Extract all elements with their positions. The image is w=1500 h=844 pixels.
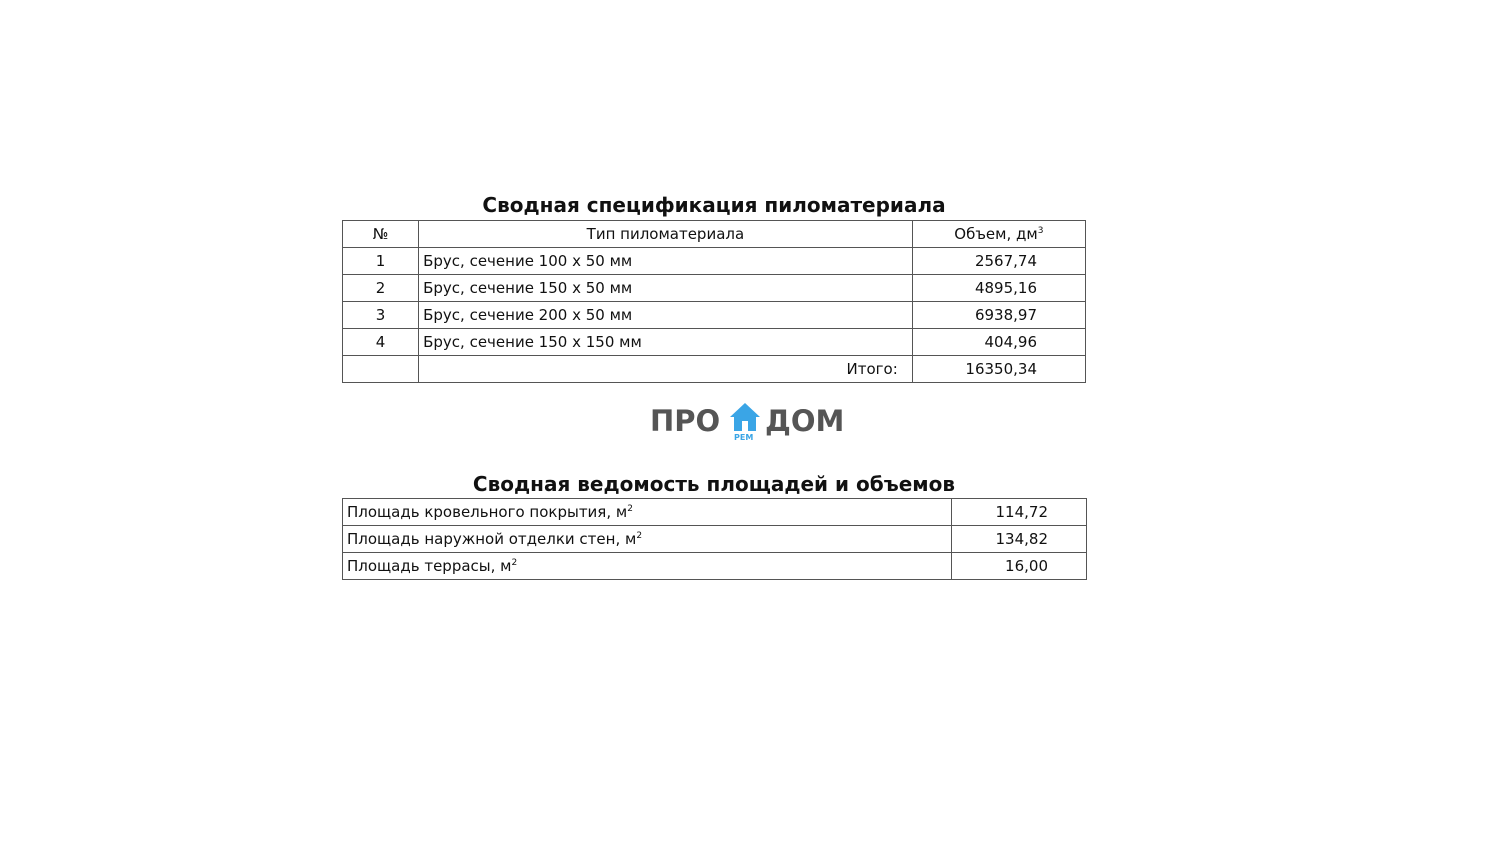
total-empty-cell <box>343 356 419 383</box>
house-icon <box>729 402 761 432</box>
row-type: Брус, сечение 100 х 50 мм <box>419 248 913 275</box>
area-unit-sup: 2 <box>511 558 518 568</box>
area-label-text: Площадь террасы, м <box>347 557 512 575</box>
total-label: Итого: <box>419 356 913 383</box>
header-type: Тип пиломатериала <box>419 221 913 248</box>
area-unit-sup: 2 <box>627 504 633 514</box>
area-label-text: Площадь наружной отделки стен, м <box>347 530 637 548</box>
total-row <box>343 356 1086 383</box>
row-num: 1 <box>343 248 419 275</box>
row-volume: 6938,97 <box>912 302 1085 329</box>
header-volume-unit-sup: 3 <box>1037 226 1044 236</box>
header-volume <box>912 221 1085 248</box>
table-row <box>343 553 1087 580</box>
row-num: 2 <box>343 275 419 302</box>
area-value: 134,82 <box>952 526 1087 553</box>
area-unit-sup: 2 <box>636 531 643 541</box>
table-row <box>343 499 1087 526</box>
area-label <box>343 526 952 553</box>
row-type: Брус, сечение 150 х 150 мм <box>419 329 913 356</box>
areas-title: Сводная ведомость площадей и объемов <box>472 472 956 496</box>
row-volume: 4895,16 <box>912 275 1085 302</box>
area-label <box>343 499 952 526</box>
table-row <box>343 275 1086 302</box>
logo-text-right: ДОМ <box>765 404 845 438</box>
table-row <box>343 302 1086 329</box>
areas-table <box>342 498 1087 580</box>
lumber-spec-table <box>342 220 1086 383</box>
area-label <box>343 553 952 580</box>
row-type: Брус, сечение 200 х 50 мм <box>419 302 913 329</box>
table-header-row <box>343 221 1086 248</box>
spec-title: Сводная спецификация пиломатериала <box>482 193 946 217</box>
row-volume: 404,96 <box>912 329 1085 356</box>
table-row <box>343 526 1087 553</box>
total-value: 16350,34 <box>912 356 1085 383</box>
table-row <box>343 329 1086 356</box>
table-row <box>343 248 1086 275</box>
logo-subtext: РЕМ <box>734 433 754 442</box>
row-type: Брус, сечение 150 х 50 мм <box>419 275 913 302</box>
area-value: 16,00 <box>952 553 1087 580</box>
header-num: № <box>343 221 419 248</box>
area-label-text: Площадь кровельного покрытия, м <box>347 503 628 521</box>
row-num: 3 <box>343 302 419 329</box>
header-volume-label: Объем, дм <box>954 225 1038 243</box>
logo-text-left: ПРО <box>650 404 721 438</box>
row-num: 4 <box>343 329 419 356</box>
row-volume: 2567,74 <box>912 248 1085 275</box>
area-value: 114,72 <box>952 499 1087 526</box>
prodom-logo <box>650 402 850 446</box>
